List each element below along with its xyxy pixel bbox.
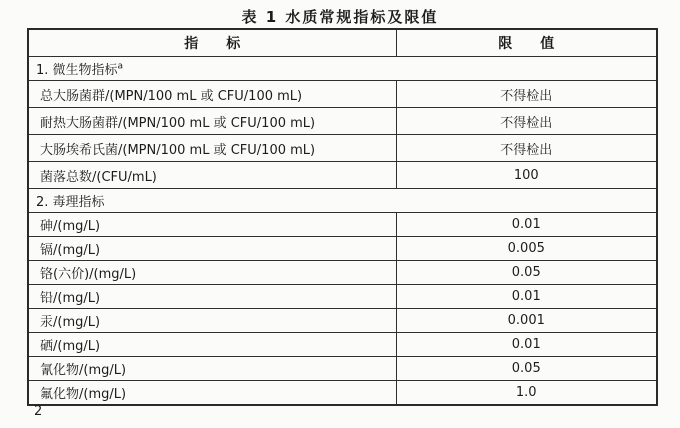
indicator-cell: 砷/(mg/L) (28, 213, 396, 237)
table-row (28, 237, 657, 261)
section-superscript: a (117, 61, 124, 72)
table-row (28, 261, 657, 285)
indicator-cell: 镉/(mg/L) (28, 237, 396, 261)
table-row (28, 81, 657, 108)
table-row (28, 213, 657, 237)
limit-cell: 不得检出 (396, 135, 657, 162)
indicator-column-header: 指 标 (28, 29, 396, 57)
table-header-row (28, 29, 657, 57)
section-cell (28, 57, 657, 81)
table-row (28, 309, 657, 333)
limit-cell: 0.05 (396, 357, 657, 381)
indicator-cell: 硒/(mg/L) (28, 333, 396, 357)
limit-cell: 0.01 (396, 285, 657, 309)
limit-cell: 100 (396, 162, 657, 189)
indicator-cell: 铅/(mg/L) (28, 285, 396, 309)
indicator-cell: 氰化物/(mg/L) (28, 357, 396, 381)
limit-cell: 不得检出 (396, 108, 657, 135)
table-row (28, 162, 657, 189)
indicator-cell: 汞/(mg/L) (28, 309, 396, 333)
section-row (28, 189, 657, 213)
limit-cell: 1.0 (396, 381, 657, 405)
indicator-cell: 菌落总数/(CFU/mL) (28, 162, 396, 189)
limit-cell: 不得检出 (396, 81, 657, 108)
table-row (28, 108, 657, 135)
page-number: 2 (34, 404, 43, 419)
limit-cell: 0.01 (396, 333, 657, 357)
limit-column-header: 限 值 (396, 29, 657, 57)
page-title: 表 1 水质常规指标及限值 (241, 8, 439, 26)
indicator-cell: 总大肠菌群/(MPN/100 mL 或 CFU/100 mL) (28, 81, 396, 108)
indicator-cell: 氟化物/(mg/L) (28, 381, 396, 405)
indicators-table (27, 28, 658, 406)
indicator-cell: 耐热大肠菌群/(MPN/100 mL 或 CFU/100 mL) (28, 108, 396, 135)
indicator-cell: 铬(六价)/(mg/L) (28, 261, 396, 285)
table-row (28, 285, 657, 309)
limit-cell: 0.001 (396, 309, 657, 333)
table-row (28, 333, 657, 357)
indicator-cell: 大肠埃希氏菌/(MPN/100 mL 或 CFU/100 mL) (28, 135, 396, 162)
table-row (28, 381, 657, 405)
table-body (28, 57, 657, 405)
section-row (28, 57, 657, 81)
table-row (28, 135, 657, 162)
section-label: 1. 微生物指标 (36, 63, 118, 78)
limit-cell: 0.01 (396, 213, 657, 237)
limit-cell: 0.005 (396, 237, 657, 261)
section-label: 2. 毒理指标 (36, 195, 105, 210)
table-row (28, 357, 657, 381)
section-cell (28, 189, 657, 213)
limit-cell: 0.05 (396, 261, 657, 285)
